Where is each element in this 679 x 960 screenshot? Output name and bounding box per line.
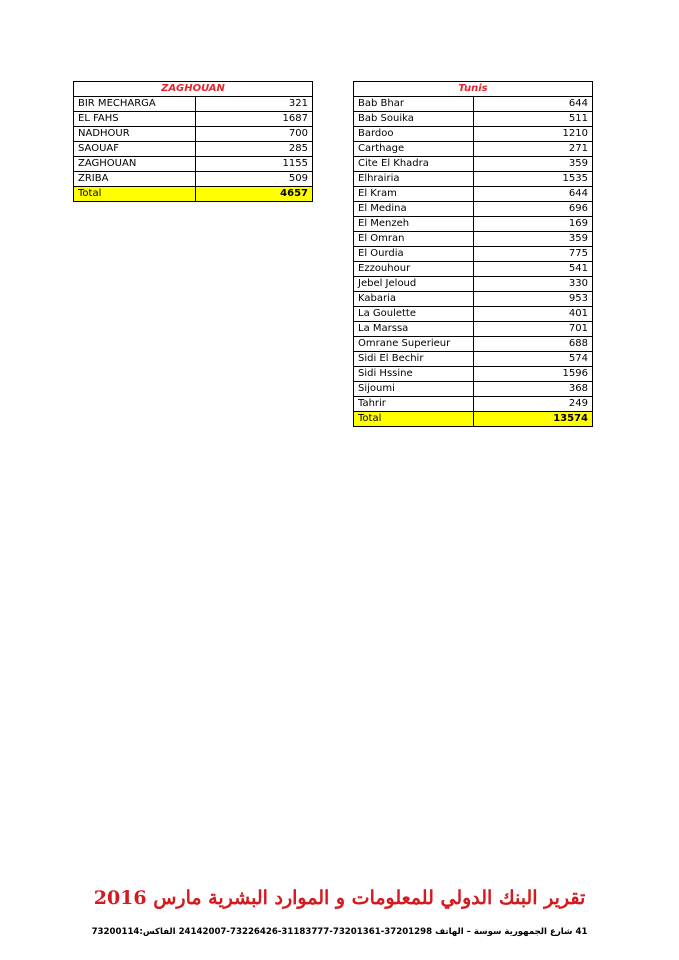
row-value: 330	[473, 277, 592, 292]
total-label: Total	[354, 412, 474, 427]
row-name: La Marssa	[354, 322, 474, 337]
row-value: 775	[473, 247, 592, 262]
zaghouan-title: ZAGHOUAN	[74, 82, 313, 97]
total-value: 4657	[195, 187, 312, 202]
row-value: 1535	[473, 172, 592, 187]
row-name: El Menzeh	[354, 217, 474, 232]
row-name: BIR MECHARGA	[74, 97, 196, 112]
table-row	[354, 292, 593, 307]
row-name: Cite El Khadra	[354, 157, 474, 172]
row-value: 509	[195, 172, 312, 187]
table-row	[354, 382, 593, 397]
row-value: 511	[473, 112, 592, 127]
table-row	[354, 142, 593, 157]
row-name: ZRIBA	[74, 172, 196, 187]
tunis-table-body	[354, 82, 593, 427]
row-name: Ezzouhour	[354, 262, 474, 277]
row-name: NADHOUR	[74, 127, 196, 142]
row-value: 541	[473, 262, 592, 277]
zaghouan-table-body	[74, 82, 313, 202]
table-row	[354, 322, 593, 337]
row-name: Kabaria	[354, 292, 474, 307]
table-row	[74, 157, 313, 172]
row-value: 700	[195, 127, 312, 142]
table-row	[354, 217, 593, 232]
row-value: 1687	[195, 112, 312, 127]
table-row	[354, 187, 593, 202]
tunis-table	[353, 81, 593, 427]
row-name: El Ourdia	[354, 247, 474, 262]
table-row	[74, 172, 313, 187]
row-name: Sidi Hssine	[354, 367, 474, 382]
row-value: 401	[473, 307, 592, 322]
row-value: 249	[473, 397, 592, 412]
table-row	[354, 157, 593, 172]
row-name: El Medina	[354, 202, 474, 217]
table-row	[354, 307, 593, 322]
contact-address: 41 شارع الجمهورية سوسة – الهاتف 37201298-73201361-31183777-73226426-24142007 الفاكس:73200114	[91, 927, 588, 937]
table-row	[74, 97, 313, 112]
row-value: 696	[473, 202, 592, 217]
table-row	[74, 127, 313, 142]
row-name: SAOUAF	[74, 142, 196, 157]
table-row	[74, 112, 313, 127]
table-row	[354, 397, 593, 412]
table-row	[354, 262, 593, 277]
row-value: 644	[473, 97, 592, 112]
row-value: 359	[473, 232, 592, 247]
table-row	[354, 112, 593, 127]
row-name: La Goulette	[354, 307, 474, 322]
row-name: Tahrir	[354, 397, 474, 412]
row-value: 701	[473, 322, 592, 337]
row-value: 271	[473, 142, 592, 157]
table-row	[354, 337, 593, 352]
table-row	[354, 232, 593, 247]
table-row	[354, 352, 593, 367]
table-row	[354, 127, 593, 142]
row-name: Elhrairia	[354, 172, 474, 187]
row-value: 1155	[195, 157, 312, 172]
row-name: Sijoumi	[354, 382, 474, 397]
tunis-title: Tunis	[354, 82, 593, 97]
row-value: 359	[473, 157, 592, 172]
table-row	[74, 142, 313, 157]
row-name: Bab Souika	[354, 112, 474, 127]
row-name: El Kram	[354, 187, 474, 202]
row-value: 368	[473, 382, 592, 397]
row-name: Bardoo	[354, 127, 474, 142]
row-value: 1596	[473, 367, 592, 382]
table-row	[354, 277, 593, 292]
row-value: 169	[473, 217, 592, 232]
row-name: Omrane Superieur	[354, 337, 474, 352]
row-name: El Omran	[354, 232, 474, 247]
tunis-header-row	[354, 82, 593, 97]
table-row	[354, 172, 593, 187]
row-value: 321	[195, 97, 312, 112]
row-value: 1210	[473, 127, 592, 142]
zaghouan-header-row	[74, 82, 313, 97]
row-value: 644	[473, 187, 592, 202]
total-row	[354, 412, 593, 427]
row-value: 953	[473, 292, 592, 307]
row-value: 285	[195, 142, 312, 157]
row-value: 574	[473, 352, 592, 367]
row-name: ZAGHOUAN	[74, 157, 196, 172]
row-name: Sidi El Bechir	[354, 352, 474, 367]
total-value: 13574	[473, 412, 592, 427]
row-value: 688	[473, 337, 592, 352]
row-name: Carthage	[354, 142, 474, 157]
row-name: EL FAHS	[74, 112, 196, 127]
table-row	[354, 97, 593, 112]
row-name: Jebel Jeloud	[354, 277, 474, 292]
report-title: تقرير البنك الدولي للمعلومات و الموارد البشرية مارس 2016	[93, 887, 586, 909]
table-row	[354, 202, 593, 217]
zaghouan-table	[73, 81, 313, 202]
total-row	[74, 187, 313, 202]
total-label: Total	[74, 187, 196, 202]
table-row	[354, 367, 593, 382]
table-row	[354, 247, 593, 262]
row-name: Bab Bhar	[354, 97, 474, 112]
